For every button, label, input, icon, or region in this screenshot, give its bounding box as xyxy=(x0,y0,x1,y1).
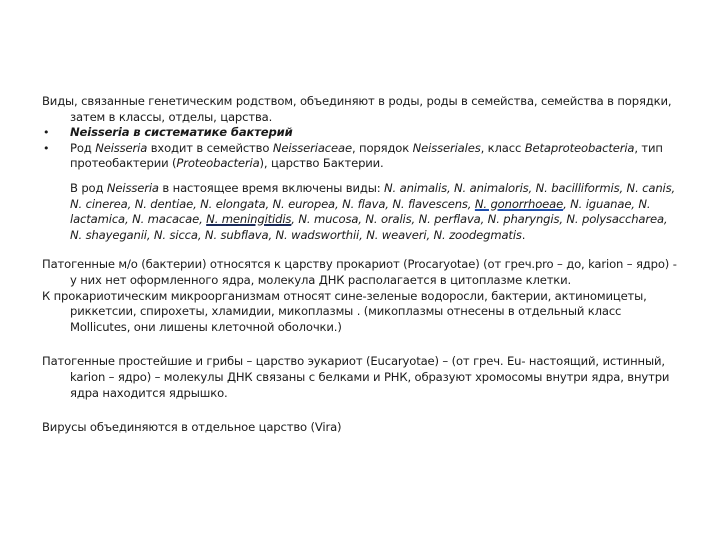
text-run: в настоящее время включены виды: xyxy=(158,180,385,195)
text-run: , тип протеобактерии ( xyxy=(70,140,663,171)
genus-name: Neisseria xyxy=(106,180,159,195)
paragraph-prokaryotes: Патогенные м/о (бактерии) относятся к царству прокариот (Procaryotae) (от греч.pro – до, karion – ядро) - у них нет оформленного ядра, молекула ДНК располагается в цитоплазме клетки. xyxy=(42,257,677,287)
paragraph-taxonomy-intro: Виды, связанные генетическим родством, объединяют в роды, роды в семейства, семейства в порядки, затем в классы, отделы, царства. xyxy=(42,94,672,124)
text-run: В род xyxy=(70,180,107,195)
genus-name: Neisseria xyxy=(95,140,148,155)
bullet-list xyxy=(42,125,682,172)
text-run: , xyxy=(563,196,571,211)
order-name: Neisseriales xyxy=(412,140,481,155)
bullet-neisseria-classification xyxy=(42,141,682,172)
text-run: , xyxy=(291,212,299,227)
paragraph-viruses: Вирусы объединяются в отдельное царство (Vira) xyxy=(42,420,342,435)
text-run: Род xyxy=(70,140,96,155)
text-run: входит в семейство xyxy=(147,140,273,155)
paragraph-eukaryotes: Патогенные простейшие и грибы – царство эукариот (Eucaryotae) – (от греч. Eu- настоящий, истинный, karion – ядро) – молекулы ДНК связаны с белками и РНК, образуют хромосомы внутри ядра, внутри ядра находится ядрышко. xyxy=(42,354,670,400)
family-name: Neisseriaceae xyxy=(272,140,352,155)
species-names: N. mucosa, N. oralis, N. perflava, N. pharyngis, N. polysaccharea, N. shayeganii, N. sicca, N. subflava, N. wadsworthii, N. weaveri, N. zoodegmatis xyxy=(70,212,668,242)
species-gonorrhoeae: N. gonorrhoeae xyxy=(474,196,564,211)
species-meningitidis: N. meningitidis xyxy=(206,212,292,227)
text-run: , класс xyxy=(480,140,525,155)
paragraph-prokaryote-groups: К прокариотическим микроорганизмам относят сине-зеленые водоросли, бактерии, актиномицеты, риккетсии, спирохеты, хламидии, микоплазмы . (микоплазмы отнесены в отдельный класс Mollicutes, они лишены клеточной оболочки.) xyxy=(42,288,647,334)
phylum-name: Proteobacteria xyxy=(176,156,260,171)
species-names: N. iguanae, N. lactamica, N. macacae, xyxy=(70,196,651,227)
species-names: N. animalis, N. animaloris, N. bacilliformis, N. canis, N. cinerea, N. dentiae, N. elongata, N. europea, N. flava, N. flavescens, xyxy=(70,180,676,211)
paragraph-species-list xyxy=(70,181,682,243)
text-run: . xyxy=(521,227,526,242)
text-run: ), царство Бактерии. xyxy=(259,156,384,171)
text-run: , порядок xyxy=(351,140,413,155)
class-name: Betaproteobacteria xyxy=(524,140,635,155)
slide-text-body xyxy=(42,94,682,436)
bullet-neisseria-heading xyxy=(42,125,682,141)
neisseria-heading-text: Neisseria в систематике бактерий xyxy=(70,125,293,140)
